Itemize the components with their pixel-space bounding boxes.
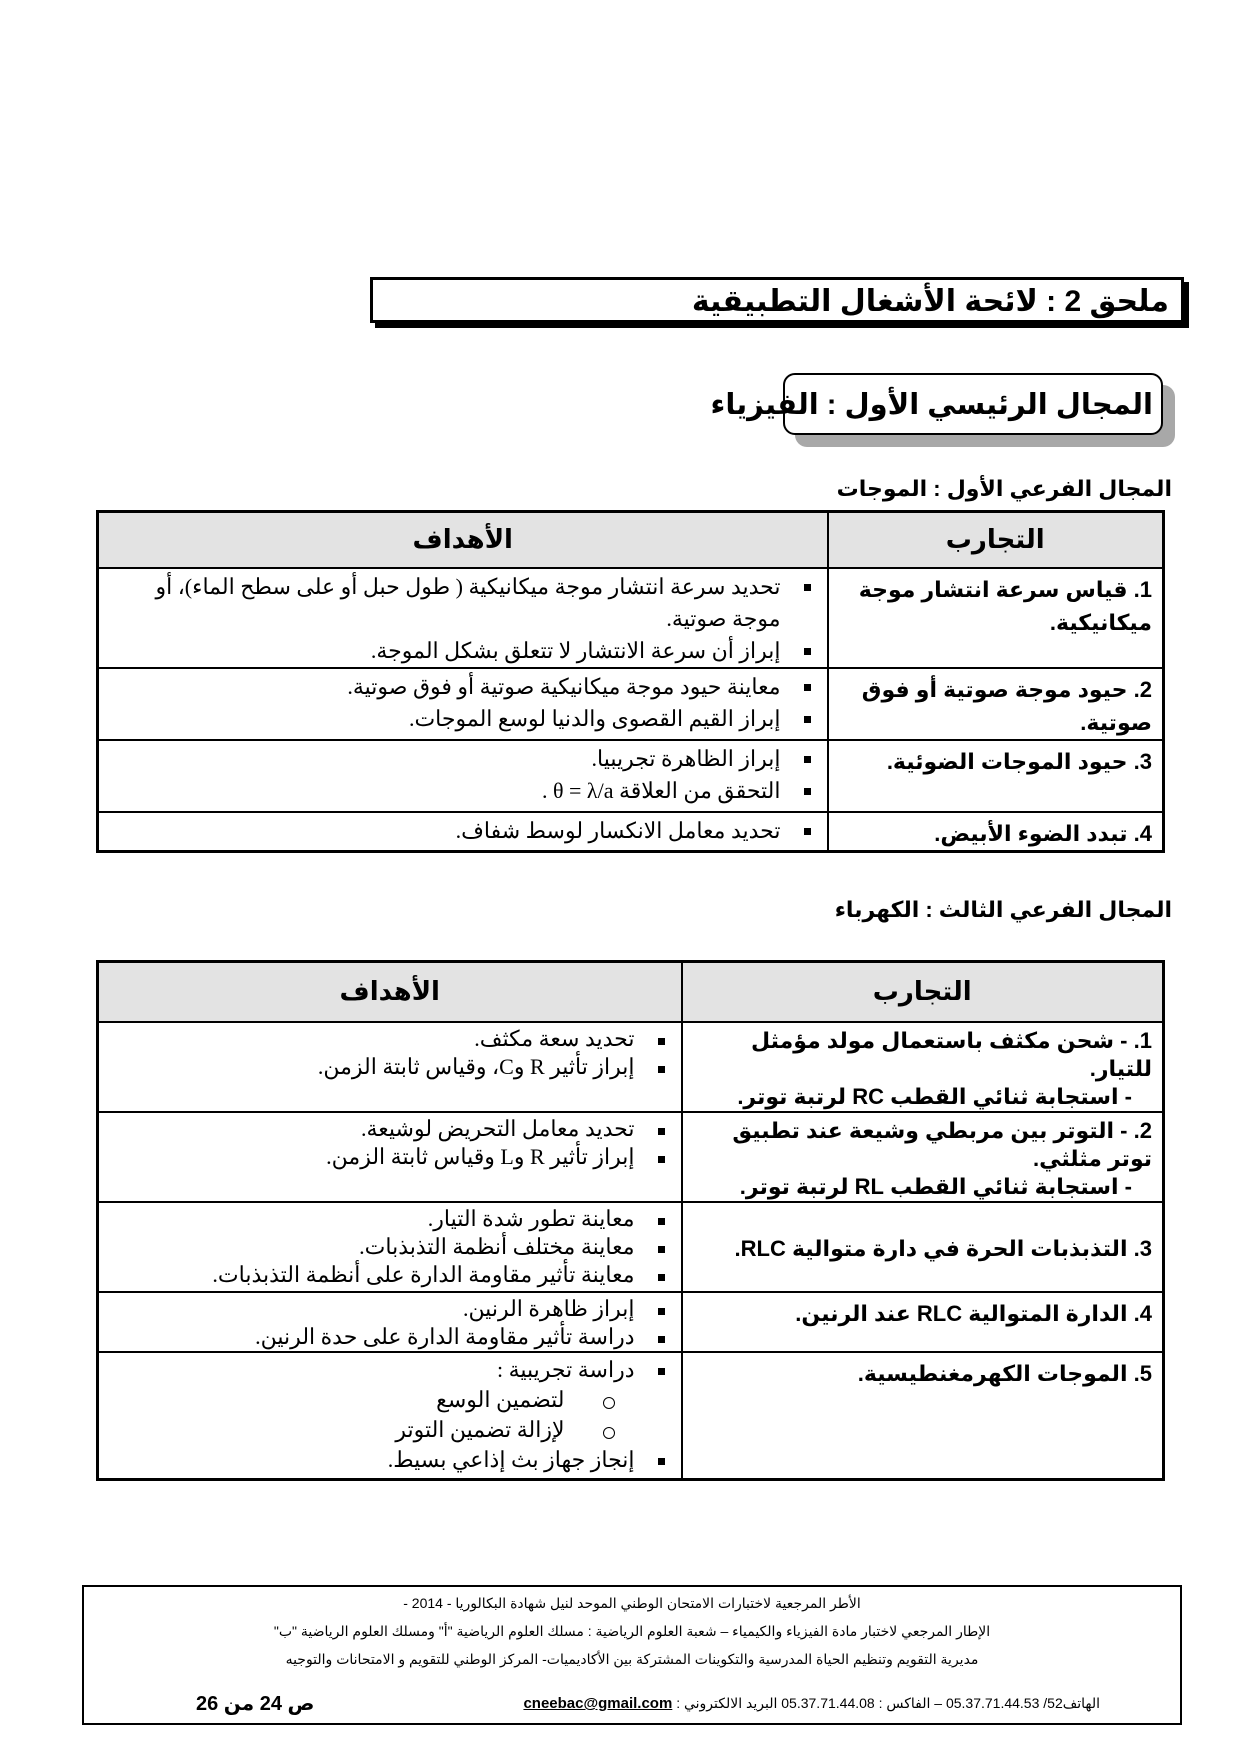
objective-item: معاينة تطور شدة التيار. (107, 1205, 673, 1233)
row-number: 2. (1133, 676, 1152, 702)
experiment-cell (828, 668, 1164, 740)
page-number: ص 24 من 26 (196, 1693, 315, 1715)
objective-item: تحديد سعة مكثف. (107, 1025, 673, 1053)
objectives-cell (98, 1202, 682, 1292)
experiment-cell (682, 1112, 1164, 1202)
row-number: 1. (1133, 1027, 1152, 1053)
experiment-text: تبدد الضوء الأبيض. (934, 820, 1128, 846)
row-number: 3. (1133, 748, 1152, 774)
table-row (98, 740, 1164, 812)
row-number: 4. (1133, 1300, 1152, 1326)
row-number: 1. (1133, 576, 1152, 602)
waves-table (96, 510, 1165, 853)
objective-item: إنجاز جهاز بث إذاعي بسيط. (107, 1445, 673, 1475)
footer-line-2: الإطار المرجعي لاختبار مادة الفيزياء والكيمياء – شعبة العلوم الرياضية : مسلك العلوم الرياضية "أ" ومسلك العلوم الرياضية "ب" (273, 1623, 991, 1639)
waves-table-header (98, 512, 1164, 568)
table-row (98, 1202, 1164, 1292)
experiment-text: حيود الموجات الضوئية. (886, 748, 1128, 774)
electricity-col-objectives: الأهداف (98, 962, 682, 1022)
experiment-cell (682, 1352, 1164, 1480)
objectives-cell (98, 740, 828, 812)
electricity-table (96, 960, 1165, 1481)
experiment-text: الدارة المتوالية RLC عند الرنين. (795, 1300, 1128, 1326)
experiment-cell (828, 812, 1164, 852)
experiment-cell (682, 1022, 1164, 1112)
annex-title-box (370, 277, 1184, 323)
footer-bottom-row (84, 1691, 1180, 1717)
table-row (98, 1112, 1164, 1202)
footer-line-1: الأطر المرجعية لاختبارات الامتحان الوطني الموحد لنيل شهادة البكالوريا - 2014 - (403, 1595, 861, 1611)
experiment-text: التذبذبات الحرة في دارة متوالية RLC. (734, 1236, 1128, 1261)
objective-item: تحديد سرعة انتشار موجة ميكانيكية ( طول حبل أو على سطح الماء)، أو موجة صوتية. (107, 571, 819, 635)
waves-col-experiments: التجارب (828, 512, 1164, 568)
electricity-table-header (98, 962, 1164, 1022)
objectives-cell (98, 812, 828, 852)
footer-email-link[interactable]: cneebac@gmail.com (523, 1695, 673, 1712)
subfield3-title: المجال الفرعي الثالث : الكهرباء (834, 897, 1172, 922)
table-row (98, 668, 1164, 740)
row-number: 2. (1133, 1117, 1152, 1143)
objective-item: إبراز ظاهرة الرنين. (107, 1295, 673, 1323)
table-row (98, 568, 1164, 668)
row-number: 4. (1133, 820, 1152, 846)
waves-col-objectives: الأهداف (98, 512, 828, 568)
electricity-col-experiments: التجارب (682, 962, 1164, 1022)
objective-item: إبراز تأثير R وC، وقياس ثابتة الزمن. (107, 1053, 673, 1081)
row-number: 3. (1133, 1236, 1152, 1261)
experiment-text: حيود موجة صوتية أو فوق صوتية. (861, 676, 1152, 735)
experiment-text: - التوتر بين مربطي وشيعة عند تطبيق توتر مثلثي. (732, 1117, 1152, 1171)
objective-item: معاينة تأثير مقاومة الدارة على أنظمة التذبذبات. (107, 1261, 673, 1289)
objective-item: إبراز تأثير R وL وقياس ثابتة الزمن. (107, 1143, 673, 1171)
experiment-text: - استجابة ثنائي القطب RC لرتبة توتر. (737, 1083, 1132, 1109)
experiment-text: - استجابة ثنائي القطب RL لرتبة توتر. (739, 1173, 1132, 1199)
row-number: 5. (1133, 1360, 1152, 1386)
experiment-text: - شحن مكثف باستعمال مولد مؤمثل للتيار. (751, 1027, 1152, 1081)
objectives-cell (98, 1292, 682, 1352)
objective-item: إبراز أن سرعة الانتشار لا تتعلق بشكل الموجة. (107, 635, 819, 667)
subfield1-title: المجال الفرعي الأول : الموجات (836, 476, 1172, 501)
objectives-cell (98, 1022, 682, 1112)
main-field-box (710, 373, 1163, 435)
objective-item: دراسة تأثير مقاومة الدارة على حدة الرنين. (107, 1323, 673, 1351)
objectives-cell (98, 1352, 682, 1480)
objective-item: إبراز القيم القصوى والدنيا لوسع الموجات. (107, 703, 819, 735)
footer-contact (523, 1695, 1100, 1712)
table-row (98, 1352, 1164, 1480)
objective-item: تحديد معامل الانكسار لوسط شفاف. (107, 815, 819, 847)
experiment-cell (682, 1292, 1164, 1352)
page-footer (82, 1585, 1182, 1725)
objective-item: إبراز الظاهرة تجريبيا. (107, 743, 819, 775)
annex-title: ملحق 2 : لائحة الأشغال التطبيقية (691, 285, 1169, 318)
table-row (98, 812, 1164, 852)
experiment-cell (828, 568, 1164, 668)
objective-item: دراسة تجريبية : (107, 1355, 673, 1385)
objective-item: معاينة حيود موجة ميكانيكية صوتية أو فوق صوتية. (107, 671, 819, 703)
objectives-cell (98, 668, 828, 740)
sub-objective-item: لإزالة تضمين التوتر (107, 1415, 673, 1445)
objectives-cell (98, 568, 828, 668)
objective-item: التحقق من العلاقة θ = λ/a . (107, 775, 819, 807)
table-row (98, 1022, 1164, 1112)
footer-line-3: مديرية التقويم وتنظيم الحياة المدرسية والتكوينات المشتركة بين الأكاديميات- المركز الوطني للتقويم و الامتحانات والتوجيه (285, 1651, 979, 1667)
sub-objective-item: لتضمين الوسع (107, 1385, 673, 1415)
objective-item: تحديد معامل التحريض لوشيعة. (107, 1115, 673, 1143)
experiment-text: الموجات الكهرمغنطيسية. (857, 1360, 1128, 1386)
objective-item: معاينة مختلف أنظمة التذبذبات. (107, 1233, 673, 1261)
footer-contact-text: الهاتف52/ 05.37.71.44.53 – الفاكس : 05.37.71.44.08 البريد الالكتروني : (676, 1695, 1100, 1711)
table-row (98, 1292, 1164, 1352)
experiment-text: قياس سرعة انتشار موجة ميكانيكية. (858, 576, 1152, 635)
main-field-title: المجال الرئيسي الأول : الفيزياء (710, 389, 1153, 421)
objectives-cell (98, 1112, 682, 1202)
experiment-cell (828, 740, 1164, 812)
experiment-cell (682, 1202, 1164, 1292)
